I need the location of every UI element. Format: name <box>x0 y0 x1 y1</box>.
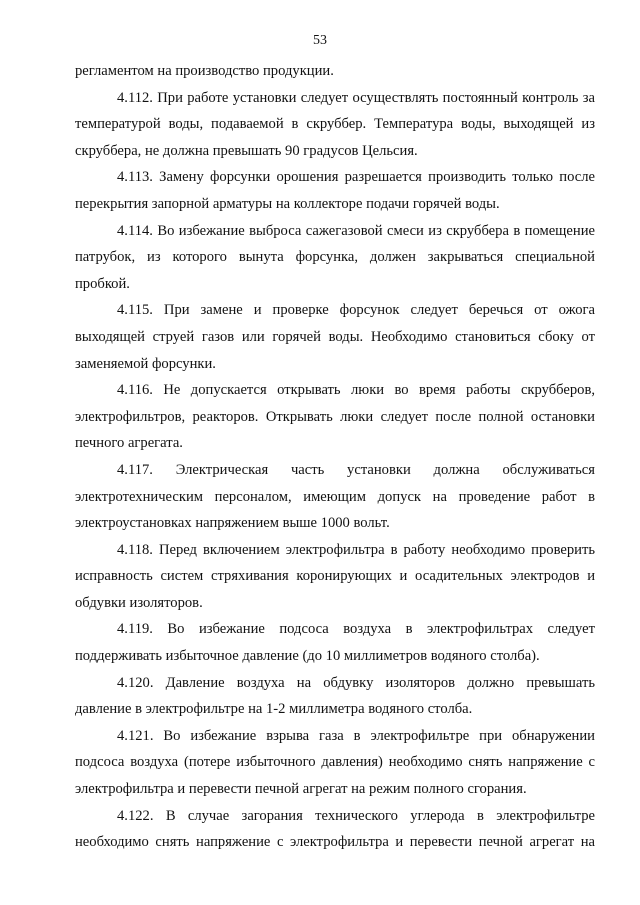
paragraph-4-120: 4.120. Давление воздуха на обдувку изоляторов должно превышать давление в электрофильтре на 1-2 миллиметра водяного столба. <box>75 674 595 718</box>
paragraph-4-122: 4.122. В случае загорания технического углерода в электрофильтре необходимо снять напряжение с электрофильтра и перевести печной агрегат на <box>75 807 595 851</box>
paragraph-4-112: 4.112. При работе установки следует осуществлять постоянный контроль за температурой воды, подаваемой в скруббер. Температура воды, выходящей из скруббера, не должна превышать 90 градусов Цельсия. <box>75 89 595 159</box>
document-body <box>75 58 595 856</box>
page-number: 53 <box>313 33 327 48</box>
paragraph-4-115: 4.115. При замене и проверке форсунок следует беречься от ожога выходящей струей газов или горячей воды. Необходимо становиться сбоку от заменяемой форсунки. <box>75 302 595 372</box>
paragraph-4-121: 4.121. Во избежание взрыва газа в электрофильтре при обнаружении подсоса воздуха (потере избыточного давления) необходимо снять напряжение с электрофильтра и перевести печной агрегат на режим полного сгорания. <box>75 727 595 798</box>
paragraph-continuation: регламентом на производство продукции. <box>75 63 334 79</box>
paragraph-4-116: 4.116. Не допускается открывать люки во время работы скрубберов, электрофильтров, реакторов. Открывать люки следует после полной остановки печного агрегата. <box>75 382 595 452</box>
paragraph-4-118: 4.118. Перед включением электрофильтра в работу необходимо проверить исправность систем стряхивания коронирующих и осадительных электродов и обдувки изоляторов. <box>75 541 595 611</box>
paragraph-4-117: 4.117. Электрическая часть установки должна обслуживаться электротехническим персоналом, имеющим допуск на проведение работ в электроустановках напряжением выше 1000 вольт. <box>75 461 595 532</box>
paragraph-4-119: 4.119. Во избежание подсоса воздуха в электрофильтрах следует поддерживать избыточное давление (до 10 миллиметров водяного столба). <box>75 621 595 665</box>
paragraph-4-114: 4.114. Во избежание выброса сажегазовой смеси из скруббера в помещение патрубок, из которого вынута форсунка, должен закрываться специальной пробкой. <box>75 222 595 292</box>
paragraph-4-113: 4.113. Замену форсунки орошения разрешается производить только после перекрытия запорной арматуры на коллекторе подачи горячей воды. <box>75 169 595 212</box>
